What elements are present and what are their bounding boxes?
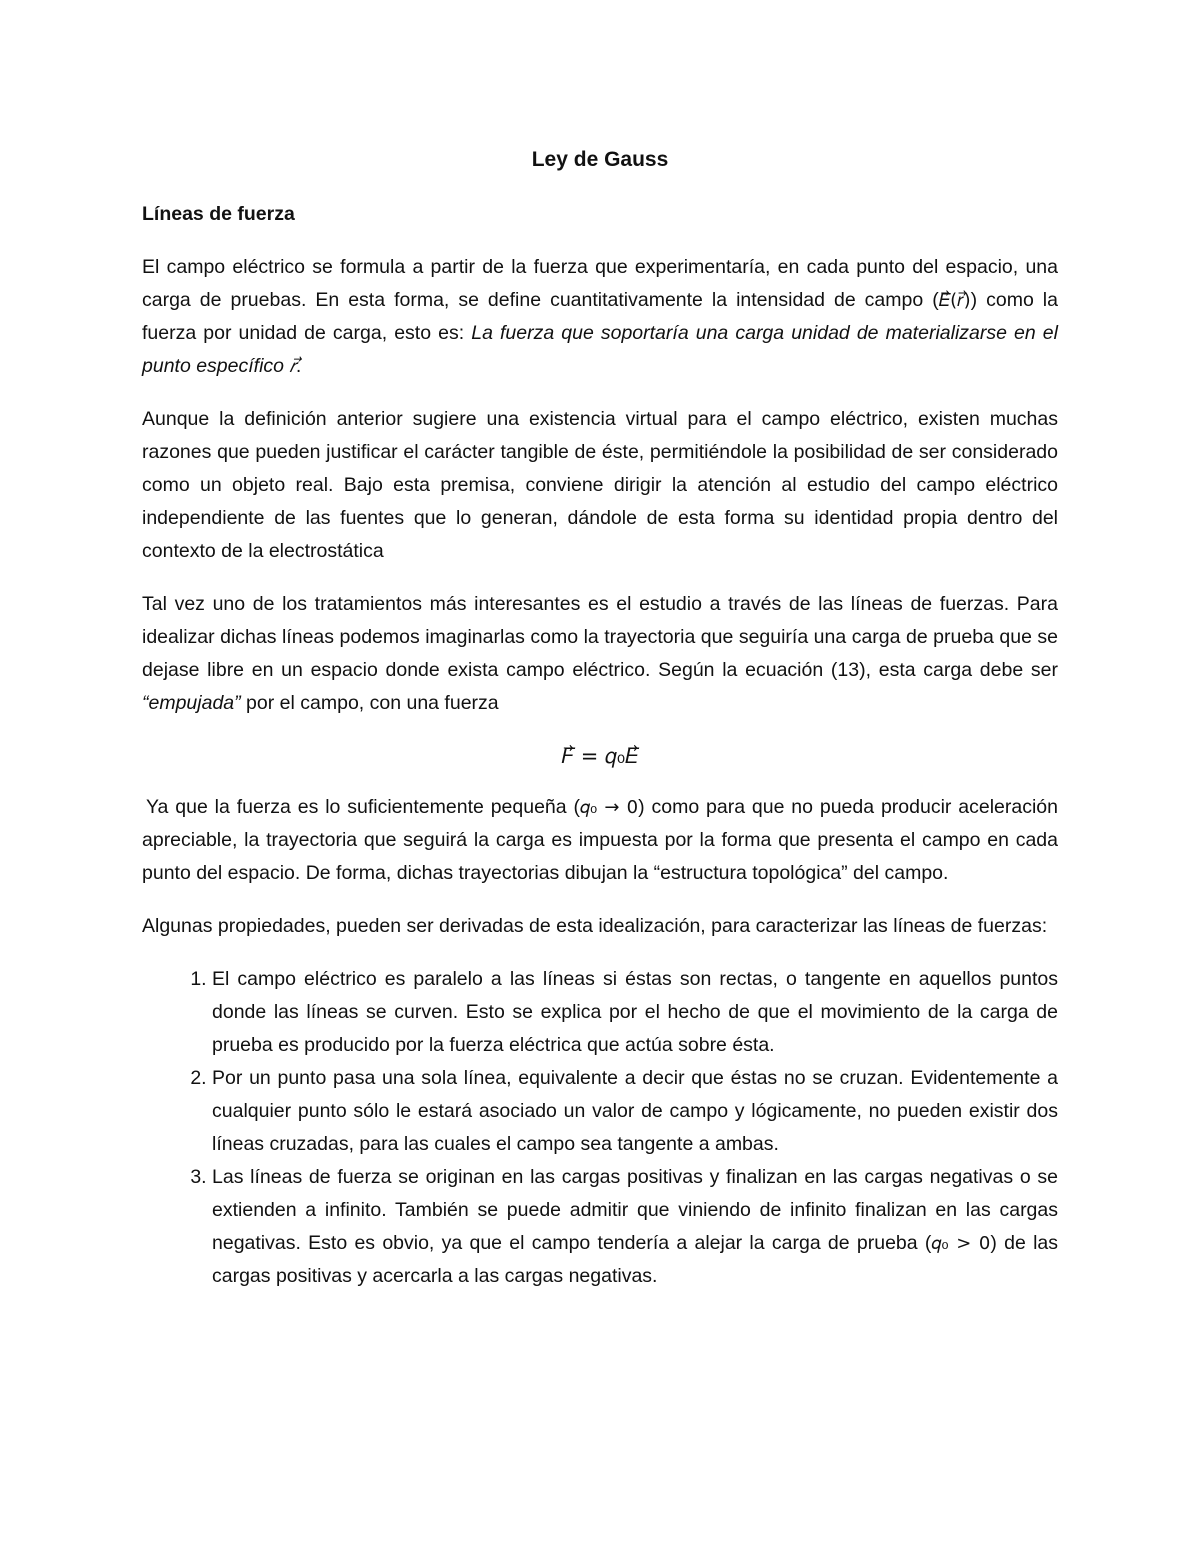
paragraph-4-text-b: ) como para que no pueda producir aceleración apreciable, la trayectoria que seguirá la carga es impuesta por la forma que presenta el campo en cada punto del espacio. De forma, dichas trayectorias dibujan la “estructura topológica” del campo. [142, 796, 1058, 884]
section-heading: Líneas de fuerza [142, 203, 295, 225]
list-item-3-text-b: ) de las cargas positivas y acercarla a las cargas negativas. [212, 1232, 1058, 1287]
list-item: 2. Por un punto pasa una sola línea, equivalente a decir que éstas no se cruzan. Evidentemente a cualquier punto sólo le estará asociado un valor de campo y lógicamente, no pueden existir dos líneas cruzadas, para las cuales el campo sea tangente a ambas. [212, 1062, 1058, 1161]
paragraph-4 [142, 791, 1058, 890]
document-page [142, 140, 1058, 1293]
force-equation: 𝐹⃗ = 𝑞₀𝐸⃗ [561, 744, 639, 768]
paragraph-1 [142, 251, 1058, 383]
properties-list [142, 963, 1058, 1293]
list-item-3-text-a: Las líneas de fuerza se originan en las cargas positivas y finalizan en las cargas negativas o se extienden a infinito. También se puede admitir que viniendo de infinito finalizan en las cargas negativas. Esto es obvio, ya que el campo tendería a alejar la carga de prueba ( [212, 1166, 1058, 1254]
document-title: Ley de Gauss [531, 148, 669, 171]
paragraph-3 [142, 588, 1058, 720]
paragraph-3-text-a: Tal vez uno de los tratamientos más interesantes es el estudio a través de las líneas de fuerzas. Para idealizar dichas líneas podemos imaginarlas como la trayectoria que seguiría una carga de prueba que se dejase libre en un espacio donde exista campo eléctrico. Según la ecuación (13), esta carga debe ser [142, 593, 1058, 681]
paragraph-1-italic: La fuerza que soportaría una carga unidad de materializarse en el punto específico [142, 322, 1058, 377]
paragraph-1-text-a: El campo eléctrico se formula a partir de la fuerza que experimentaría, en cada punto del espacio, una carga de pruebas. En esta forma, se define cuantitativamente la intensidad de campo ( [142, 256, 1058, 311]
paragraph-4-text-a: Ya que la fuerza es lo suficientemente pequeña ( [146, 796, 580, 818]
charge-limit-symbol: 𝑞₀ → 0 [579, 797, 639, 818]
point-symbol: 𝑟⃗ [289, 356, 296, 377]
positive-charge-symbol: 𝑞₀ > 0 [931, 1233, 991, 1254]
paragraph-1-end: . [295, 355, 302, 377]
paragraph-1-text-b: ) como la fuerza por unidad de carga, esto es: [142, 289, 1058, 344]
list-item [212, 1161, 1058, 1293]
field-symbol: 𝐸⃗(𝑟⃗) [938, 290, 971, 311]
list-item: 1. El campo eléctrico es paralelo a las líneas si éstas son rectas, o tangente en aquellos puntos donde las líneas se curven. Esto se explica por el hecho de que el movimiento de la carga de prueba es producido por la fuerza eléctrica que actúa sobre ésta. [212, 963, 1058, 1062]
paragraph-3-text-b: por el campo, con una fuerza [240, 692, 499, 714]
paragraph-5: Algunas propiedades, pueden ser derivadas de esta idealización, para caracterizar las líneas de fuerzas: [142, 915, 1048, 937]
paragraph-3-italic: “empujada” [142, 692, 241, 714]
paragraph-2: Aunque la definición anterior sugiere una existencia virtual para el campo eléctrico, existen muchas razones que pueden justificar el carácter tangible de éste, permitiéndole la posibilidad de ser considerado como un objeto real. Bajo esta premisa, conviene dirigir la atención al estudio del campo eléctrico independiente de las fuentes que lo generan, dándole de esta forma su identidad propia dentro del contexto de la electrostática [142, 408, 1058, 562]
